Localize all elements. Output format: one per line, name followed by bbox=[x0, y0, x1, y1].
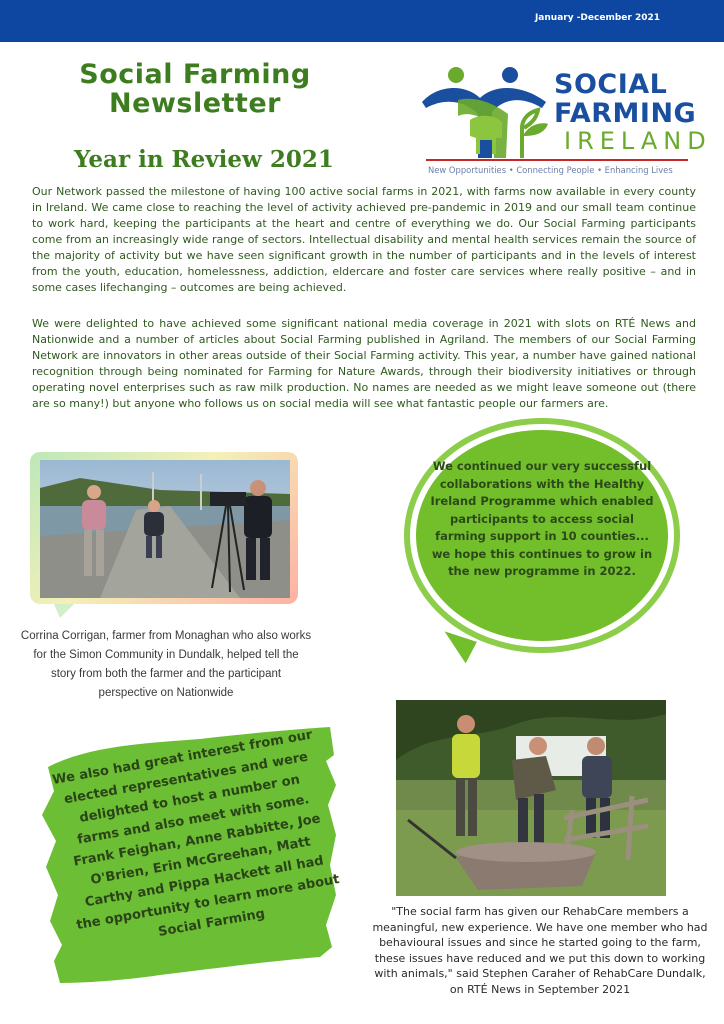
logo-divider bbox=[426, 159, 688, 161]
newsletter-title-line2: Newsletter bbox=[109, 88, 281, 119]
logo-tagline: New Opportunities • Connecting People • Enhancing Lives bbox=[428, 165, 673, 175]
newsletter-title bbox=[60, 60, 330, 118]
year-in-review-heading: Year in Review 2021 bbox=[74, 146, 334, 173]
intro-paragraph: Our Network passed the milestone of having 100 active social farms in 2021, with farms now available in every county in Ireland. We came close to reaching the level of activity achieved pre-pandemic in 2019 and our small team continue to work hard, keeping the participants at the heart and centre of everything we do. Our Social Farming participants come from an increasingly wide range of sectors. Intellectual disability and mental health services remain the source of the majority of activity but we have seen significant growth in the number of participants and in the levels of interest from the youth, education, homelessness, addiction, eldercare and foster care services where really positive – and in some cases lifechanging – outcomes are being achieved. bbox=[32, 185, 696, 294]
healthy-ireland-callout: We continued our very successful collaborations with the Healthy Ireland Programme which enabled participants to access social farming support in 10 counties... we hope this continues to grow in the new programme in 2022. bbox=[430, 459, 654, 578]
logo-word-social: SOCIAL bbox=[554, 69, 668, 100]
newsletter-title-line1: Social Farming bbox=[79, 59, 311, 90]
rehabcare-quote-caption: "The social farm has given our RehabCare members a meaningful, new experience. We have one member who had behavioural issues and since he started going to the farm, these issues have reduced and we put this down to working with animals," said Stephen Caraher of RehabCare Dundalk, on RTÉ News in September 2021 bbox=[372, 905, 708, 996]
logo-word-ireland: IRELAND bbox=[564, 127, 712, 155]
photo1-caption: Corrina Corrigan, farmer from Monaghan who also works for the Simon Community in Dundalk, helped tell the story from both the farmer and the participant perspective on Nationwide bbox=[20, 630, 312, 699]
rehabcare-farm-photo bbox=[396, 700, 666, 896]
logo-figures-icon bbox=[418, 62, 558, 162]
media-paragraph: We were delighted to have achieved some significant national media coverage in 2021 with slots on RTÉ News and Nationwide and a number of articles about Social Farming published in Agriland. The members of our Social Farming Network are innovators in other areas outside of their Social Farming activity. This year, a number have gained national recognition through being nominated for Farming for Nature Awards, through their biodiversity initiatives or through operating novel enterprises such as raw milk production. No names are needed as we might leave someone out (there are so many!) but anyone who follows us on social media will see what fantastic people our farmers are. bbox=[32, 317, 696, 410]
logo-word-farming: FARMING bbox=[554, 98, 697, 129]
header-bar bbox=[0, 0, 724, 42]
elected-representatives-callout: We also had great interest from our elected representatives and were delighted to host a number on farms and also meet with some. Frank Feighan, Anne Rabbitte, Joe O'Brien, Erin McGreehan, Matt Carthy and Pippa Hackett all had the opportunity to learn more about Social Farming bbox=[51, 727, 341, 940]
photo-pointer bbox=[54, 604, 74, 618]
date-range: January -December 2021 bbox=[534, 13, 660, 23]
nationwide-filming-photo bbox=[40, 460, 290, 598]
social-farming-ireland-logo bbox=[418, 62, 712, 180]
